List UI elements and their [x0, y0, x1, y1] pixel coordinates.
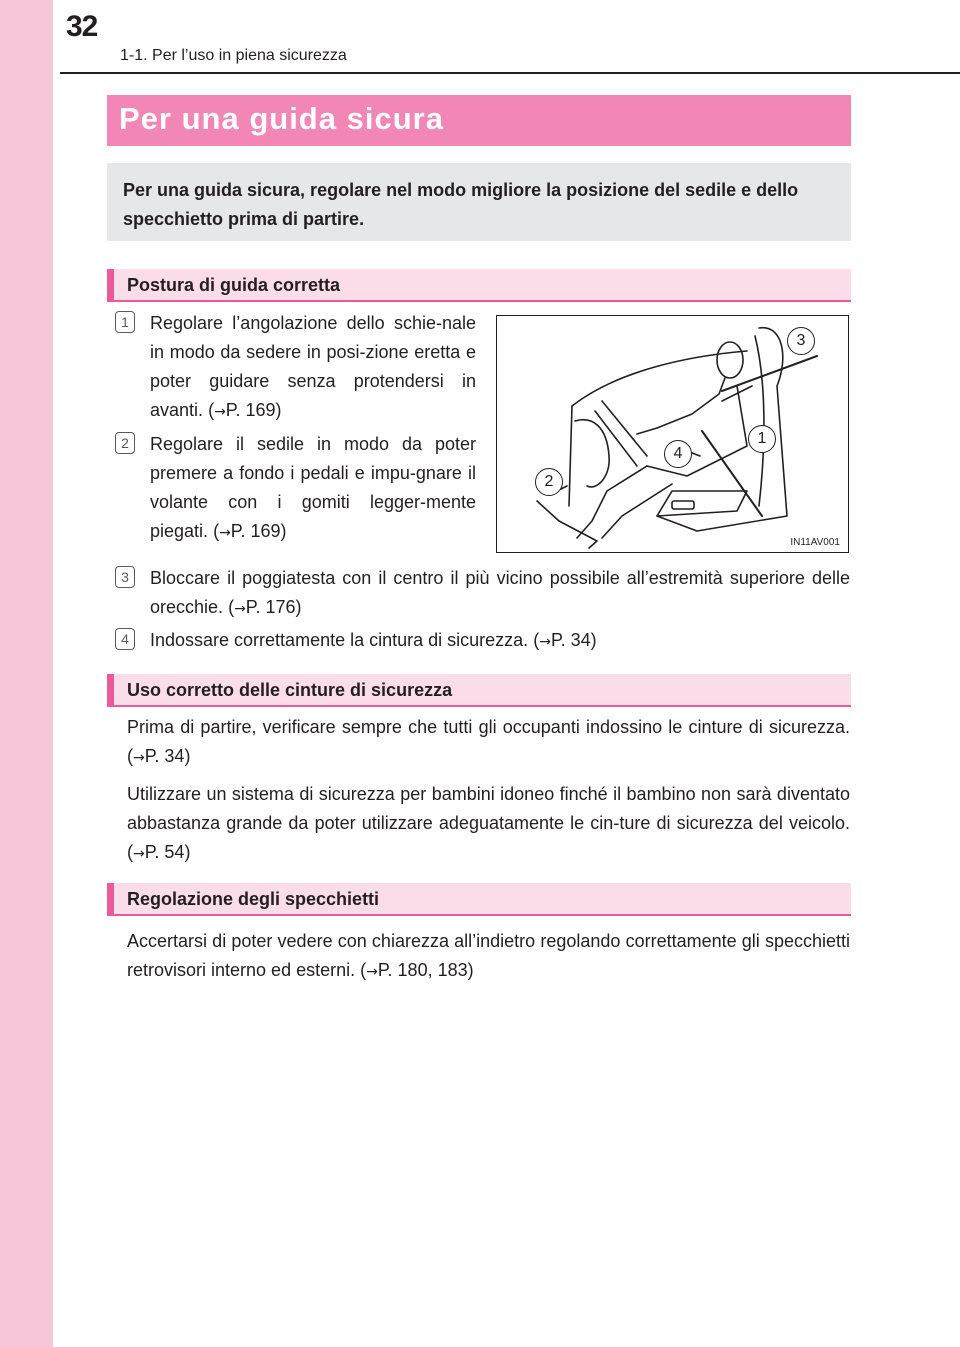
callout-3: 3: [787, 327, 815, 355]
item-1-text: Regolare l’angolazione dello schie-nale in modo da sedere in posi-zione eretta e poter guidare senza protendersi in avanti.: [150, 313, 476, 420]
page-title: Per una guida sicura: [119, 101, 444, 136]
steering-column: [575, 420, 609, 487]
arrow-icon: →: [234, 601, 246, 617]
arm-upper: [637, 378, 725, 434]
section-heading-label: Postura di guida corretta: [127, 275, 341, 295]
ref-prefix: (: [127, 842, 133, 862]
running-header: 1-1. Per l’uso in piena sicurezza: [120, 47, 347, 64]
item-text-3: [150, 564, 850, 624]
item-text-2: [150, 430, 476, 548]
page-ref: P. 34): [144, 746, 191, 766]
item-4-page-ref: P. 34): [550, 630, 597, 650]
head: [717, 342, 743, 378]
side-strip: [0, 0, 53, 1347]
callout-2: 2: [535, 468, 563, 496]
item-number-2: 2: [115, 432, 135, 454]
seat-cushion: [657, 491, 747, 516]
item-2-page-ref: P. 169): [230, 521, 287, 541]
section-heading-label: Uso corretto delle cinture di sicurezza: [127, 680, 453, 700]
section-accent: [107, 674, 114, 705]
paragraph-text: Utilizzare un sistema di sicurezza per bambini idoneo finché il bambino non sarà diventato abbastanza grande da poter utilizzare adeguatamente le cin-ture di sicurezza del veicolo.: [127, 784, 850, 833]
paragraph-text: Accertarsi di poter vedere con chiarezza all’indietro regolando correttamente gli specchietti retrovisori interno ed esterni.: [127, 931, 850, 980]
section-heading-specchietti: [107, 883, 851, 916]
arrow-icon: →: [133, 750, 145, 766]
ref-prefix: (: [360, 960, 367, 980]
item-number-4: 4: [115, 628, 135, 650]
belt-shoulder: [722, 356, 817, 391]
item-3-text: Bloccare il poggiatesta con il centro il più vicino possibile all’estremità superiore delle orecchie.: [150, 568, 850, 617]
section-accent: [107, 269, 114, 300]
pedal: [559, 521, 597, 548]
arrow-icon: →: [539, 634, 551, 650]
item-2-ref-prefix: (: [213, 521, 220, 541]
callout-4: 4: [664, 440, 692, 468]
windshield-line: [572, 351, 747, 406]
title-bar: [107, 95, 851, 146]
page-number: 32: [66, 10, 98, 43]
driving-posture-illustration: [496, 315, 849, 553]
page-ref: P. 180, 183): [377, 960, 474, 980]
item-number-1: 1: [115, 311, 135, 333]
section-heading-cinture: [107, 674, 851, 707]
item-text-1: [150, 309, 476, 427]
item-3-page-ref: P. 176): [245, 597, 302, 617]
dash-line: [569, 406, 572, 506]
item-1-page-ref: P. 169): [225, 400, 282, 420]
figure-code: IN11AV001: [790, 537, 840, 548]
item-4-text: Indossare correttamente la cintura di sicurezza.: [150, 630, 529, 650]
arrow-icon: →: [214, 404, 226, 420]
torso: [647, 386, 747, 476]
paragraph-specchietti: [127, 927, 850, 987]
header-rule: [60, 72, 960, 74]
page-ref: P. 54): [144, 842, 191, 862]
leg-lower: [602, 484, 672, 538]
callout-1: 1: [748, 425, 776, 453]
item-1-ref-prefix: (: [208, 400, 215, 420]
item-2-text: Regolare il sedile in modo da poter premere a fondo i pedali e impu-gnare il volante con i gomiti legger-mente piegati.: [150, 434, 476, 541]
arrow-icon: →: [366, 964, 378, 980]
arrow-icon: →: [133, 846, 145, 862]
item-3-ref-prefix: (: [228, 597, 235, 617]
ref-prefix: (: [127, 746, 133, 766]
section-heading-postura: [107, 269, 851, 302]
paragraph-cinture-1: [127, 713, 850, 773]
item-number-3: 3: [115, 566, 135, 588]
section-accent: [107, 883, 114, 914]
arrow-icon: →: [219, 525, 231, 541]
paragraph-text: Prima di partire, verificare sempre che tutti gli occupanti indossino le cinture di sicurezza.: [127, 717, 850, 737]
intro-box: [107, 163, 851, 241]
seat-lever: [672, 501, 694, 509]
paragraph-cinture-2: [127, 780, 850, 869]
section-heading-label: Regolazione degli specchietti: [127, 889, 380, 909]
intro-text: Per una guida sicura, regolare nel modo migliore la posizione del sedile e dello specchietto prima di partire.: [123, 180, 799, 229]
item-text-4: [150, 626, 850, 657]
item-4-ref-prefix: (: [533, 630, 540, 650]
